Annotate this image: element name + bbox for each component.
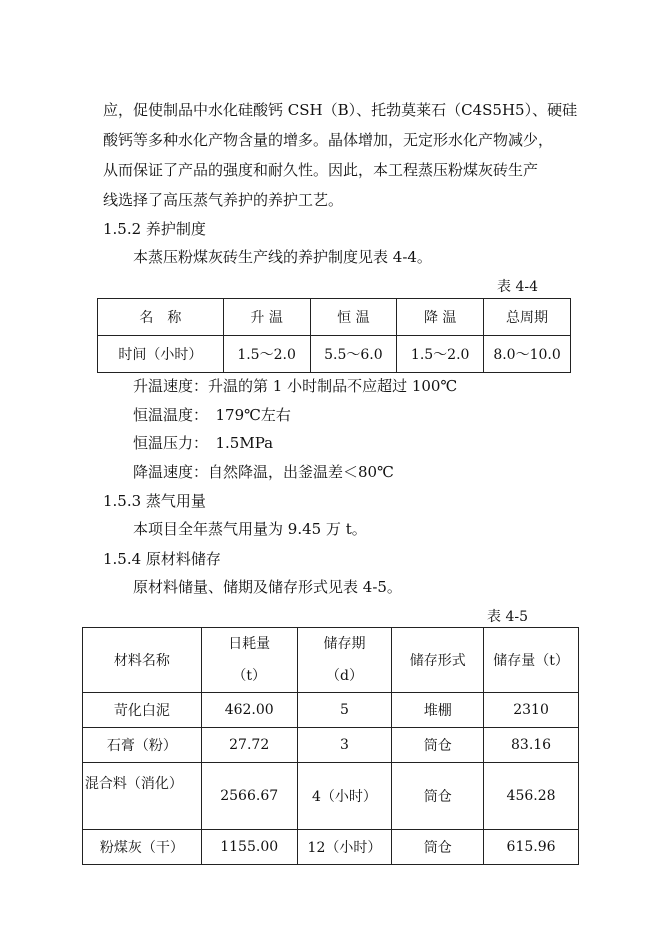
table-cell: 时间（小时） — [98, 336, 224, 373]
header-cell: 恒 温 — [310, 299, 397, 336]
header-line: 储存期 — [323, 636, 366, 652]
table-cell: 615.96 — [484, 830, 579, 865]
header-cell: 材料名称 — [83, 628, 202, 693]
section-text-1-5-3: 本项目全年蒸气用量为 9.45 万 t。 — [133, 520, 367, 538]
table-cell: 筒仓 — [392, 728, 484, 763]
table-cell: 2566.67 — [201, 763, 297, 830]
table-header-row — [83, 628, 579, 693]
header-line: （t） — [232, 668, 267, 684]
table-cell: 石膏（粉） — [83, 728, 202, 763]
table-4-5-caption: 表 4-5 — [487, 609, 528, 625]
table-cell: 5.5～6.0 — [310, 336, 397, 373]
section-intro-1-5-4: 原材料储量、储期及储存形式见表 4-5。 — [133, 578, 402, 596]
table-row — [83, 693, 579, 728]
table-4-5 — [82, 627, 579, 865]
table-cell: 5 — [297, 693, 392, 728]
header-cell — [201, 628, 297, 693]
table-row — [83, 763, 579, 830]
header-cell: 总周期 — [484, 299, 571, 336]
paragraph-line: 线选择了高压蒸气养护的养护工艺。 — [103, 191, 344, 209]
section-heading-1-5-2: 1.5.2 养护制度 — [103, 220, 206, 238]
table-cell: 堆棚 — [392, 693, 484, 728]
table-cell: 1.5～2.0 — [397, 336, 484, 373]
table-cell: 粉煤灰（干） — [83, 830, 202, 865]
paragraph-line: 从而保证了产品的强度和耐久性。因此，本工程蒸压粉煤灰砖生产 — [103, 161, 539, 179]
header-line: （d） — [325, 668, 363, 684]
table-cell: 12（小时） — [297, 830, 392, 865]
table-cell — [83, 763, 202, 830]
paragraph-line: 酸钙等多种水化产物含量的增多。晶体增加，无定形水化产物减少， — [103, 131, 554, 149]
section-intro-1-5-2: 本蒸压粉煤灰砖生产线的养护制度见表 4-4。 — [133, 248, 432, 266]
table-row — [98, 336, 571, 373]
header-cell: 名 称 — [98, 299, 224, 336]
header-cell — [297, 628, 392, 693]
note-line: 恒温压力： 1.5MPa — [133, 434, 274, 452]
table-cell: 3 — [297, 728, 392, 763]
table-4-4-caption: 表 4-4 — [497, 279, 538, 295]
header-cell: 降 温 — [397, 299, 484, 336]
note-line: 降温速度：自然降温，出釜温差＜80℃ — [133, 463, 394, 481]
table-header-row — [98, 299, 571, 336]
table-cell: 筒仓 — [392, 830, 484, 865]
header-cell: 升 温 — [223, 299, 310, 336]
table-cell: 筒仓 — [392, 763, 484, 830]
header-line: 日耗量 — [228, 636, 271, 652]
table-cell: 83.16 — [484, 728, 579, 763]
table-cell: 456.28 — [484, 763, 579, 830]
note-line: 恒温温度： 179℃左右 — [133, 406, 291, 424]
header-cell: 储存形式 — [392, 628, 484, 693]
table-cell: 4（小时） — [297, 763, 392, 830]
table-row — [83, 728, 579, 763]
table-cell: 462.00 — [201, 693, 297, 728]
header-cell: 储存量（t） — [484, 628, 579, 693]
table-cell: 2310 — [484, 693, 579, 728]
section-heading-1-5-3: 1.5.3 蒸气用量 — [103, 492, 206, 510]
cell-text: 混合料（消化） — [84, 776, 183, 792]
table-cell: 1.5～2.0 — [223, 336, 310, 373]
paragraph-line: 应，促使制品中水化硅酸钙 CSH（B）、托勃莫莱石（C4S5H5）、硬硅 — [103, 101, 578, 119]
table-4-4 — [97, 298, 571, 373]
table-cell: 苛化白泥 — [83, 693, 202, 728]
table-row — [83, 830, 579, 865]
section-heading-1-5-4: 1.5.4 原材料储存 — [103, 550, 221, 568]
note-line: 升温速度：升温的第 1 小时制品不应超过 100℃ — [133, 377, 458, 395]
table-cell: 27.72 — [201, 728, 297, 763]
table-cell: 8.0～10.0 — [484, 336, 571, 373]
table-cell: 1155.00 — [201, 830, 297, 865]
